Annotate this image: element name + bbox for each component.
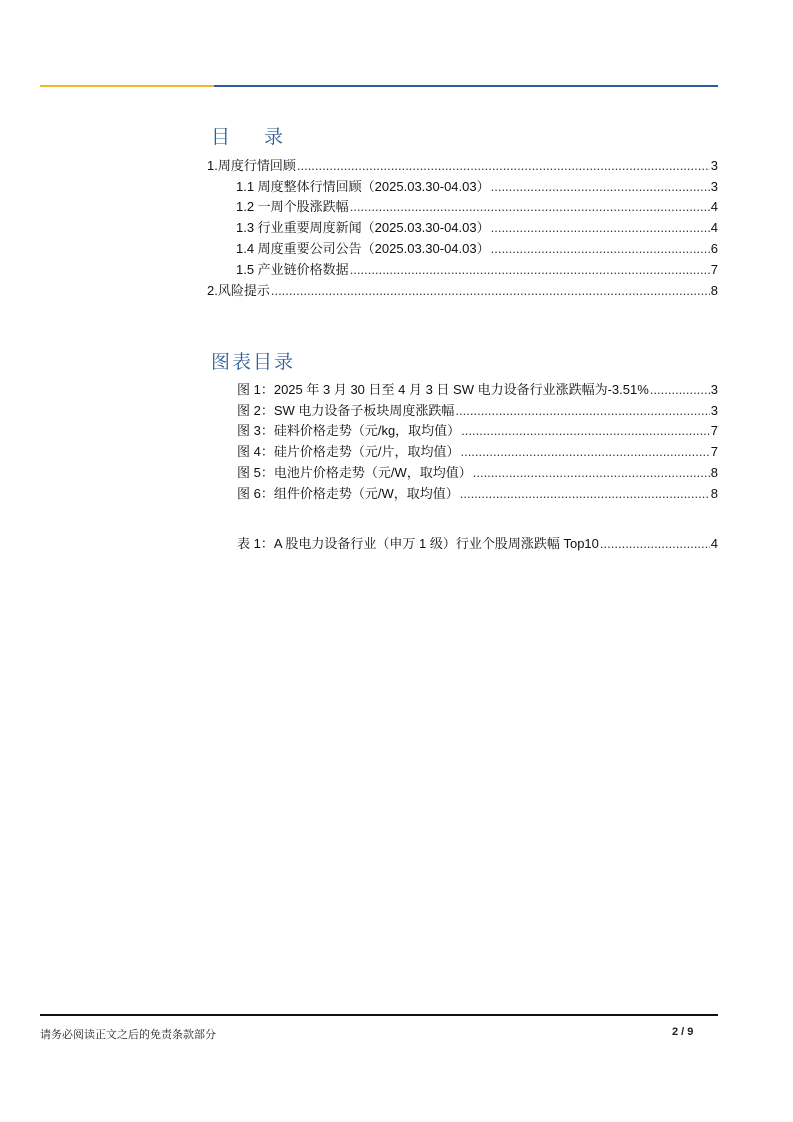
leader-dots <box>491 218 710 238</box>
leader-dots <box>600 534 710 554</box>
toc-entry-label: 1.5 产业链价格数据 <box>236 262 349 277</box>
toc-entry[interactable] <box>207 156 718 176</box>
toc-entry[interactable] <box>207 281 718 301</box>
toc-entry[interactable] <box>236 197 718 217</box>
figure-entry-page: 3 <box>710 403 718 418</box>
toc-entry-label: 1.4 周度重要公司公告（2025.03.30-04.03） <box>236 241 490 256</box>
figure-entry-label: 图 5：电池片价格走势（元/W，取均值） <box>237 465 472 480</box>
leader-dots <box>650 380 710 400</box>
figure-entry-page: 8 <box>710 465 718 480</box>
table-entry-page: 4 <box>710 536 718 551</box>
leader-dots <box>350 260 710 280</box>
leader-dots <box>473 463 710 483</box>
figure-entry[interactable] <box>237 401 718 421</box>
figure-entry[interactable] <box>237 421 718 441</box>
figure-entry-page: 8 <box>710 486 718 501</box>
figure-entry[interactable] <box>237 380 718 400</box>
toc-heading: 目 录 <box>211 126 298 148</box>
leader-dots <box>461 421 710 441</box>
footer-rule <box>40 1014 718 1016</box>
figure-entry-page: 3 <box>710 382 718 397</box>
toc-entry-page: 4 <box>710 199 718 214</box>
figure-entry-label: 图 6：组件价格走势（元/W，取均值） <box>237 486 459 501</box>
leader-dots <box>460 442 709 462</box>
toc-entry-page: 3 <box>710 179 718 194</box>
toc-entry-label: 1.1 周度整体行情回顾（2025.03.30-04.03） <box>236 179 490 194</box>
toc-entry-page: 7 <box>710 262 718 277</box>
toc-entry[interactable] <box>236 260 718 280</box>
leader-dots <box>350 197 710 217</box>
footer-disclaimer: 请务必阅读正文之后的免责条款部分 <box>40 1029 216 1041</box>
toc-entry-page: 8 <box>710 283 718 298</box>
figure-entry[interactable] <box>237 484 718 504</box>
figure-entry-label: 图 2：SW 电力设备子板块周度涨跌幅 <box>237 403 455 418</box>
toc-entry-label: 2.风险提示 <box>207 283 270 298</box>
toc-entry-page: 4 <box>710 220 718 235</box>
leader-dots <box>455 401 709 421</box>
toc-entry-label: 1.3 行业重要周度新闻（2025.03.30-04.03） <box>236 220 490 235</box>
figure-entry-label: 图 4：硅片价格走势（元/片，取均值） <box>237 444 460 459</box>
page-indicator: 2 / 9 <box>672 1026 694 1038</box>
toc-entry[interactable] <box>236 239 718 259</box>
leader-dots <box>491 239 710 259</box>
toc-entry-label: 1.2 一周个股涨跌幅 <box>236 199 349 214</box>
figure-entry-label: 图 3：硅料价格走势（元/kg，取均值） <box>237 423 461 438</box>
header-rule <box>214 85 718 87</box>
figure-entry-page: 7 <box>710 423 718 438</box>
figure-entry[interactable] <box>237 463 718 483</box>
leader-dots <box>460 484 710 504</box>
figures-heading: 图表目录 <box>211 351 296 373</box>
toc-entry-page: 3 <box>710 158 718 173</box>
leader-dots <box>271 281 710 301</box>
leader-dots <box>491 177 710 197</box>
table-entry[interactable] <box>237 534 718 554</box>
table-entry-label: 表 1：A 股电力设备行业（申万 1 级）行业个股周涨跌幅 Top10 <box>237 536 599 551</box>
figure-entry-label: 图 1：2025 年 3 月 30 日至 4 月 3 日 SW 电力设备行业涨跌幅为-3.51% <box>237 382 649 397</box>
toc-entry-label: 1.周度行情回顾 <box>207 158 296 173</box>
header-rule-accent <box>40 85 214 87</box>
figure-entry-page: 7 <box>710 444 718 459</box>
toc-entry-page: 6 <box>710 241 718 256</box>
toc-entry[interactable] <box>236 218 718 238</box>
figure-entry[interactable] <box>237 442 718 462</box>
toc-entry[interactable] <box>236 177 718 197</box>
leader-dots <box>297 156 710 176</box>
